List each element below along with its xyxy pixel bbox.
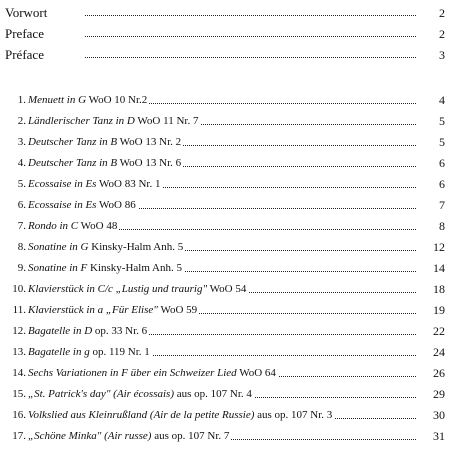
entry-title-rest: op. 33 Nr. 6 xyxy=(92,325,148,337)
toc-entry-13[interactable] xyxy=(0,342,454,362)
toc-label: Préface xyxy=(5,47,44,62)
entry-title-italic: Klavierstück in a „Für Elise" xyxy=(28,304,158,316)
entry-title-italic: Ecossaise in Es xyxy=(28,178,97,190)
entry-title-rest: aus op. 107 Nr. 3 xyxy=(254,409,333,421)
entry-title-italic: „Schöne Minka" (Air russe) xyxy=(28,430,152,442)
entry-title xyxy=(28,136,183,148)
entry-page-number: 12 xyxy=(433,239,445,254)
toc-entry-17[interactable] xyxy=(0,426,454,446)
toc-entry-9[interactable] xyxy=(0,258,454,278)
entry-page-number: 31 xyxy=(433,428,445,443)
entry-title-rest: Kinsky-Halm Anh. 5 xyxy=(87,262,183,274)
toc-entry-8[interactable] xyxy=(0,237,454,257)
toc-entry-12[interactable] xyxy=(0,321,454,341)
entry-page-number: 6 xyxy=(439,176,445,191)
entry-title xyxy=(28,199,138,211)
entry-title-rest: Kinsky-Halm Anh. 5 xyxy=(88,241,184,253)
entry-index: 10. xyxy=(12,283,26,295)
entry-page-number: 24 xyxy=(433,344,445,359)
entry-page-number: 7 xyxy=(439,197,445,212)
toc-entry-14[interactable] xyxy=(0,363,454,383)
entry-page-number: 26 xyxy=(433,365,445,380)
entry-title-rest: WoO 48 xyxy=(78,220,118,232)
entry-index: 16. xyxy=(12,409,26,421)
entry-index: 9. xyxy=(17,262,26,274)
entry-title-rest: op. 119 Nr. 1 xyxy=(89,346,150,358)
toc-entry-3[interactable] xyxy=(0,132,454,152)
entry-page-number: 18 xyxy=(433,281,445,296)
toc-page-number: 2 xyxy=(439,5,445,20)
entry-title-rest: WoO 83 Nr. 1 xyxy=(96,178,161,190)
entry-title-italic: Rondo in C xyxy=(28,220,79,232)
entry-title xyxy=(28,178,162,190)
entry-title-italic: Sechs Variationen in F über ein Schweizer Lied xyxy=(28,367,237,379)
toc-row-preface-fr[interactable] xyxy=(0,45,454,65)
toc-entry-10[interactable] xyxy=(0,279,454,299)
toc-entry-7[interactable] xyxy=(0,216,454,236)
entry-title xyxy=(28,346,152,358)
entry-title-italic: Bagatelle in g xyxy=(28,346,90,358)
entry-index: 1. xyxy=(17,94,26,106)
entry-title xyxy=(28,94,149,106)
entry-title-italic: Deutscher Tanz in B xyxy=(28,157,118,169)
entry-index: 17. xyxy=(12,430,26,442)
toc-row-vorwort[interactable] xyxy=(0,3,454,23)
dot-leader xyxy=(85,57,416,58)
entry-title-rest: WoO 59 xyxy=(157,304,198,316)
entry-page-number: 4 xyxy=(439,92,445,107)
entry-title xyxy=(28,220,119,232)
toc-entry-5[interactable] xyxy=(0,174,454,194)
entry-title-rest: WoO 86 xyxy=(96,199,136,211)
entry-title-italic: Sonatine in F xyxy=(28,262,88,274)
entry-title-rest: WoO 13 Nr. 2 xyxy=(117,136,182,148)
toc-entry-15[interactable] xyxy=(0,384,454,404)
entry-title-italic: Deutscher Tanz in B xyxy=(28,136,118,148)
toc-label: Preface xyxy=(5,26,44,41)
entry-index: 15. xyxy=(12,388,26,400)
entry-title-italic: „St. Patrick's day" (Air écossais) xyxy=(28,388,174,400)
entry-title-italic: Ländlerischer Tanz in D xyxy=(28,115,135,127)
entry-index: 6. xyxy=(17,199,26,211)
entry-index: 2. xyxy=(17,115,26,127)
entry-title-italic: Klavierstück in C/c „Lustig und traurig" xyxy=(28,283,208,295)
entry-index: 3. xyxy=(17,136,26,148)
entry-page-number: 6 xyxy=(439,155,445,170)
entry-page-number: 8 xyxy=(439,218,445,233)
entry-title xyxy=(28,283,248,295)
entry-index: 13. xyxy=(12,346,26,358)
entry-page-number: 29 xyxy=(433,386,445,401)
entry-index: 8. xyxy=(17,241,26,253)
entry-title-italic: Ecossaise in Es xyxy=(28,199,97,211)
dot-leader xyxy=(85,15,416,16)
toc-entry-2[interactable] xyxy=(0,111,454,131)
toc-entry-11[interactable] xyxy=(0,300,454,320)
entry-title-rest: WoO 10 Nr.2 xyxy=(86,94,148,106)
entry-title-rest: WoO 13 Nr. 6 xyxy=(117,157,182,169)
entry-title xyxy=(28,388,254,400)
entry-page-number: 22 xyxy=(433,323,445,338)
toc-page-number: 3 xyxy=(439,47,445,62)
entry-page-number: 5 xyxy=(439,134,445,149)
entry-page-number: 19 xyxy=(433,302,445,317)
entry-title-rest: WoO 64 xyxy=(236,367,276,379)
entry-title-italic: Bagatelle in D xyxy=(28,325,93,337)
toc-entry-1[interactable] xyxy=(0,90,454,110)
entry-title-italic: Menuett in G xyxy=(28,94,87,106)
entry-page-number: 14 xyxy=(433,260,445,275)
entry-index: 14. xyxy=(12,367,26,379)
entry-title-italic: Sonatine in G xyxy=(28,241,89,253)
entry-page-number: 30 xyxy=(433,407,445,422)
entry-title xyxy=(28,262,184,274)
toc-page-number: 2 xyxy=(439,26,445,41)
entry-title xyxy=(28,409,334,421)
entry-title xyxy=(28,304,199,316)
entry-title-rest: aus op. 107 Nr. 7 xyxy=(151,430,230,442)
dot-leader xyxy=(85,36,416,37)
entry-title-rest: aus op. 107 Nr. 4 xyxy=(173,388,252,400)
entry-title xyxy=(28,157,183,169)
entry-title xyxy=(28,325,149,337)
entry-title xyxy=(28,241,185,253)
entry-title-rest: WoO 11 Nr. 7 xyxy=(134,115,199,127)
toc-entry-4[interactable] xyxy=(0,153,454,173)
entry-title-italic: Volkslied aus Kleinrußland (Air de la petite Russie) xyxy=(28,409,255,421)
entry-index: 12. xyxy=(12,325,26,337)
entry-index: 7. xyxy=(17,220,26,232)
toc-label: Vorwort xyxy=(5,5,48,20)
entry-index: 4. xyxy=(17,157,26,169)
entry-title xyxy=(28,430,231,442)
toc-entry-6[interactable] xyxy=(0,195,454,215)
entry-title-rest: WoO 54 xyxy=(207,283,247,295)
entry-title xyxy=(28,367,278,379)
entry-title xyxy=(28,115,200,127)
entry-page-number: 5 xyxy=(439,113,445,128)
entry-index: 11. xyxy=(12,304,26,316)
toc-entry-16[interactable] xyxy=(0,405,454,425)
toc-row-preface[interactable] xyxy=(0,24,454,44)
entry-index: 5. xyxy=(17,178,26,190)
